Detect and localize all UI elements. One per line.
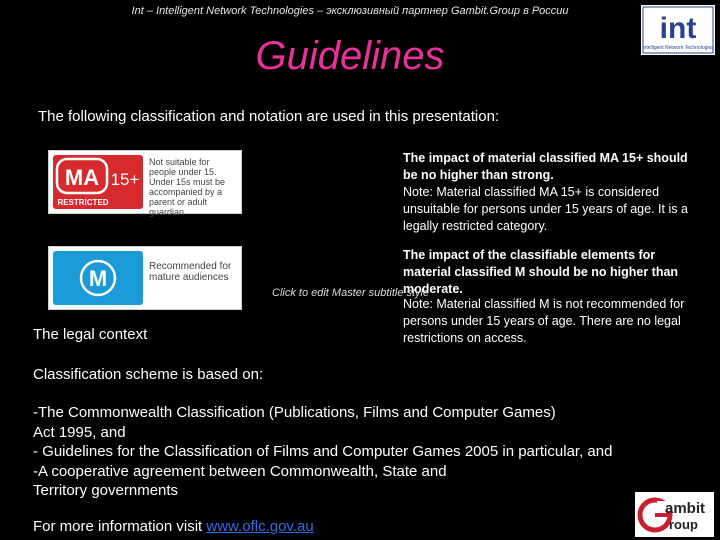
- m-badge-icon: [53, 251, 143, 305]
- gambit-logo-line1: ambit: [665, 500, 706, 517]
- scheme-line: Territory governments: [33, 482, 179, 499]
- ma15-badge-icon: [53, 155, 143, 209]
- gambit-group-logo: [635, 492, 714, 537]
- scheme-line: -A cooperative agreement between Commonwealth, State and: [33, 462, 447, 480]
- scheme-line: - Guidelines for the Classification of Films and Computer Games 2005 in particular, and: [33, 443, 613, 460]
- ma-restricted-tag: RESTRICTED: [57, 198, 109, 207]
- scheme-line: Act 1995, and: [33, 423, 126, 441]
- m-card-description: Recommended for mature audiences: [149, 261, 232, 283]
- more-info-prefix: For more information visit: [33, 518, 207, 535]
- int-logo: [641, 5, 715, 55]
- m-badge: [53, 251, 143, 305]
- m-badge-text: M: [88, 266, 108, 291]
- oflc-link[interactable]: www.oflc.gov.au: [206, 518, 314, 535]
- intro-text: The following classification and notation are used in this presentation:: [38, 108, 500, 125]
- int-logo-caption: Intelligent Network Technologies: [642, 45, 714, 51]
- m-impact-title: The impact of the classifiable elements for material classified M should be no higher than moderate.: [403, 248, 679, 296]
- more-info: [33, 518, 314, 535]
- scheme-heading: Classification scheme is based on:: [33, 366, 264, 383]
- ma-badge-text: MA: [64, 165, 100, 190]
- ma15-note: Note: Material classified MA 15+ is considered unsuitable for persons under 15 years of age. It is a legally restricted category.: [403, 185, 688, 233]
- m-note: Note: Material classified M is not recommended for persons under 15 years of age. There are no legal restrictions on access.: [403, 297, 685, 345]
- int-logo-text: int: [659, 12, 697, 45]
- subtitle-placeholder[interactable]: Click to edit Master subtitle style: [272, 287, 430, 299]
- legal-context-heading: The legal context: [33, 326, 148, 343]
- ma15-rating-card: [48, 150, 242, 217]
- ma15-badge: [53, 155, 143, 209]
- scheme-body: [33, 403, 673, 501]
- scheme-line: -The Commonwealth Classification (Publications, Films and Computer Games): [33, 404, 556, 421]
- header-line: Int – Intelligent Network Technologies – эксклюзивный партнер Gambit.Group в России: [131, 5, 569, 17]
- ma15-impact-title: The impact of material classified MA 15+ should be no higher than strong.: [403, 151, 688, 182]
- ma15-card-description: Not suitable for people under 15. Under 15s must be accompanied by a parent or adult guardian: [149, 157, 226, 217]
- gambit-logo-line2: roup: [669, 517, 698, 532]
- page-title: Guidelines: [255, 34, 445, 78]
- m-rating-card: [48, 246, 242, 310]
- ma-age-text: 15+: [110, 170, 140, 189]
